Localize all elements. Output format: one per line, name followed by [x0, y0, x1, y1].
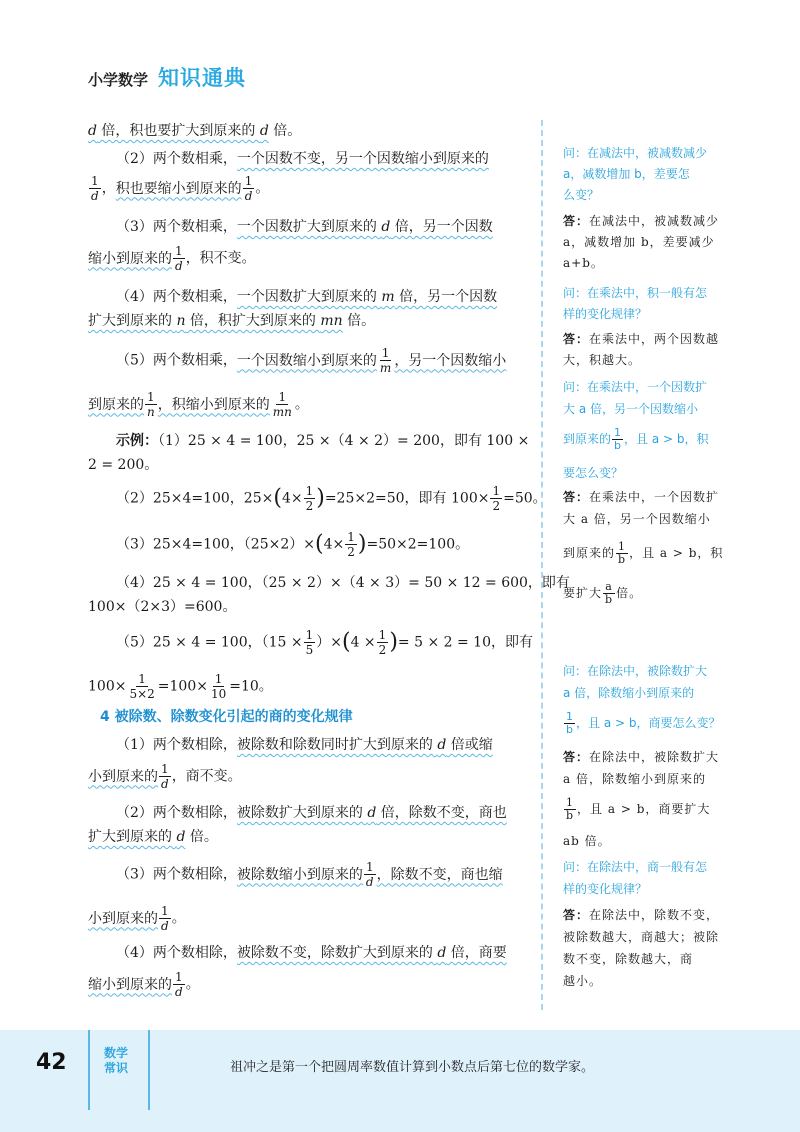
answer-3: 到原来的 $\frac{1}{b}$ ，且 a > b，积 [563, 540, 724, 566]
answer-3: 要扩大 $\frac{a}{b}$ 倍。 [563, 580, 643, 606]
fraction: $\frac{1}{5\times 2}$ [129, 672, 155, 701]
division-rule-1-line-1: （1）两个数相除，被除数和除数同时扩大到原来的 d 倍或缩 [116, 737, 493, 753]
answer-4: 答：在除法中，被除数扩大 [563, 750, 720, 764]
question-5: 样的变化规律？ [563, 882, 648, 896]
division-rule-3-line-2: 小到原来的 $\frac{1}{d}$ 。 [88, 904, 186, 933]
section-title: 4 被除数、除数变化引起的商的变化规律 [100, 709, 353, 725]
example-1-line-2: 2 = 200。 [88, 457, 159, 473]
question-2: 问：在乘法中，积一般有怎 [563, 286, 708, 300]
footer-divider [88, 1030, 90, 1110]
fraction: $\frac{1}{d}$ [244, 174, 253, 203]
example-5-line-2: 100× $\frac{1}{5\times 2}$ =100× $\frac{1}{10}$ =10。 [88, 672, 273, 701]
division-rule-2-line-1: （2）两个数相除，被除数扩大到原来的 d 倍，除数不变，商也 [116, 805, 507, 821]
question-4: 问：在除法中，被除数扩大 [563, 664, 708, 678]
question-2: 样的变化规律？ [563, 307, 648, 321]
fraction: $\frac{1}{2}$ [347, 530, 355, 559]
page-number: 42 [36, 1050, 67, 1075]
question-4: a 倍，除数缩小到原来的 [563, 686, 695, 700]
fraction: $\frac{1}{d}$ [175, 244, 183, 273]
rule-4-line-1: （4）两个数相乘，一个因数扩大到原来的 m 倍，另一个因数 [116, 289, 498, 305]
fraction: $\frac{1}{2}$ [492, 484, 501, 513]
page-header [88, 62, 246, 90]
answer-3: 大 a 倍，另一个因数缩小 [563, 512, 711, 526]
example-5-line-1: （5）25 × 4 = 100，（15 × $\frac{1}{5}$ ）×(4 × $\frac{1}{2}$ )= 5 × 2 = 10，即有 [116, 628, 533, 657]
example-2: （2）25×4=100，25×(4× $\frac{1}{2}$ )=25×2=50，即有 100× $\frac{1}{2}$ =50。 [116, 484, 547, 513]
fraction: $\frac{1}{b}$ [566, 796, 575, 822]
fraction: $\frac{1}{2}$ [305, 484, 314, 513]
division-rule-1-line-2: 小到原来的 $\frac{1}{d}$ ，商不变。 [88, 762, 242, 791]
fraction: $\frac{1}{d}$ [161, 762, 169, 791]
fraction: $\frac{1}{mn}$ [272, 390, 292, 419]
question-3: 大 a 倍，另一个因数缩小 [563, 402, 698, 416]
answer-5: 数不变，除数越大，商 [563, 952, 694, 966]
answer-5: 越小。 [563, 974, 603, 988]
rule-5-line-2: 到原来的 $\frac{1}{n}$ ，积缩小到原来的 $\frac{1}{mn}$ 。 [88, 390, 309, 419]
fraction: $\frac{1}{m}$ [379, 346, 392, 375]
answer-2: 大，积越大。 [563, 353, 642, 367]
question-4: $\frac{1}{b}$ ，且 a > b，商要怎么变？ [566, 710, 721, 736]
answer-5: 被除数越大，商越大；被除 [563, 930, 720, 944]
rule-2-line-2: $\frac{1}{d}$ ，积也要缩小到原来的 $\frac{1}{d}$ 。 [91, 174, 270, 203]
rule-5-line-1: （5）两个数相乘，一个因数缩小到原来的 $\frac{1}{m}$ ，另一个因数缩小 [116, 346, 507, 375]
answer-4: ab 倍。 [563, 834, 611, 848]
fraction: $\frac{1}{5}$ [305, 628, 314, 657]
answer-4: $\frac{1}{b}$ ，且 a > b，商要扩大 [566, 796, 711, 822]
text-line: d 倍，积也要扩大到原来的 d 倍。 [88, 123, 302, 139]
question-3: 问：在乘法中，一个因数扩 [563, 380, 708, 394]
division-rule-2-line-2: 扩大到原来的 d 倍。 [88, 829, 218, 845]
footer-fact: 祖冲之是第一个把圆周率数值计算到小数点后第七位的数学家。 [230, 1060, 595, 1075]
division-rule-4-line-1: （4）两个数相除，被除数不变，除数扩大到原来的 d 倍，商要 [116, 945, 507, 961]
question-1: a，减数增加 b，差要怎 [563, 167, 690, 181]
fraction: $\frac{1}{d}$ [161, 904, 169, 933]
fraction: $\frac{1}{d}$ [91, 174, 99, 203]
answer-3: 答：在乘法中，一个因数扩 [563, 490, 720, 504]
example-4-line-1: （4）25 × 4 = 100，（25 × 2）×（4 × 3）= 50 × 12 = 600，即有 [116, 575, 570, 591]
answer-1: a，减数增加 b，差要减少 [563, 235, 715, 249]
fraction: $\frac{1}{b}$ [618, 540, 627, 566]
rule-3-line-2: 缩小到原来的 $\frac{1}{d}$ ，积不变。 [88, 244, 256, 273]
footer-label: 数学常识 [104, 1046, 129, 1075]
answer-1: 答：在减法中，被减数减少 [563, 214, 720, 228]
answer-4: a 倍，除数缩小到原来的 [563, 772, 706, 786]
fraction: $\frac{1}{b}$ [566, 710, 573, 736]
footer-divider [148, 1030, 150, 1110]
fraction: $\frac{1}{d}$ [175, 970, 183, 999]
fraction: $\frac{1}{10}$ [210, 672, 227, 701]
question-3: 要怎么变？ [563, 466, 624, 480]
rule-2-line-1: （2）两个数相乘，一个因数不变，另一个因数缩小到原来的 [116, 151, 489, 167]
fraction: $\frac{1}{b}$ [614, 426, 622, 452]
rule-3-line-1: （3）两个数相乘，一个因数扩大到原来的 d 倍，另一个因数 [116, 219, 493, 235]
page-footer [0, 1030, 800, 1132]
rule-4-line-2: 扩大到原来的 n 倍，积扩大到原来的 mn 倍。 [88, 313, 376, 329]
example-3: （3）25×4=100，（25×2）×(4× $\frac{1}{2}$ )=50×2=100。 [116, 530, 470, 559]
fraction: $\frac{1}{d}$ [365, 860, 374, 889]
example-4-line-2: 100×（2×3）=600。 [88, 599, 237, 615]
question-1: 问：在减法中，被减数减少 [563, 146, 708, 160]
question-1: 么变？ [563, 188, 600, 202]
answer-1: a+b。 [563, 256, 604, 270]
example-1-line-1: 示例：（1）25 × 4 = 100，25 ×（4 × 2）= 200，即有 100 × [116, 433, 530, 449]
book-title: 知识通典 [158, 66, 247, 90]
answer-5: 答：在除法中，除数不变， [563, 908, 720, 922]
question-5: 问：在除法中，商一般有怎 [563, 860, 708, 874]
answer-2: 答：在乘法中，两个因数越 [563, 332, 720, 346]
fraction: $\frac{1}{n}$ [147, 390, 155, 419]
division-rule-3-line-1: （3）两个数相除，被除数缩小到原来的 $\frac{1}{d}$ ，除数不变，商也缩 [116, 860, 503, 889]
division-rule-4-line-2: 缩小到原来的 $\frac{1}{d}$ 。 [88, 970, 200, 999]
book-series: 小学数学 [88, 71, 149, 89]
column-divider [541, 120, 543, 1010]
question-3: 到原来的 $\frac{1}{b}$ ，且 a > b，积 [563, 426, 709, 452]
fraction: $\frac{1}{2}$ [378, 628, 387, 657]
fraction: $\frac{a}{b}$ [605, 580, 614, 606]
